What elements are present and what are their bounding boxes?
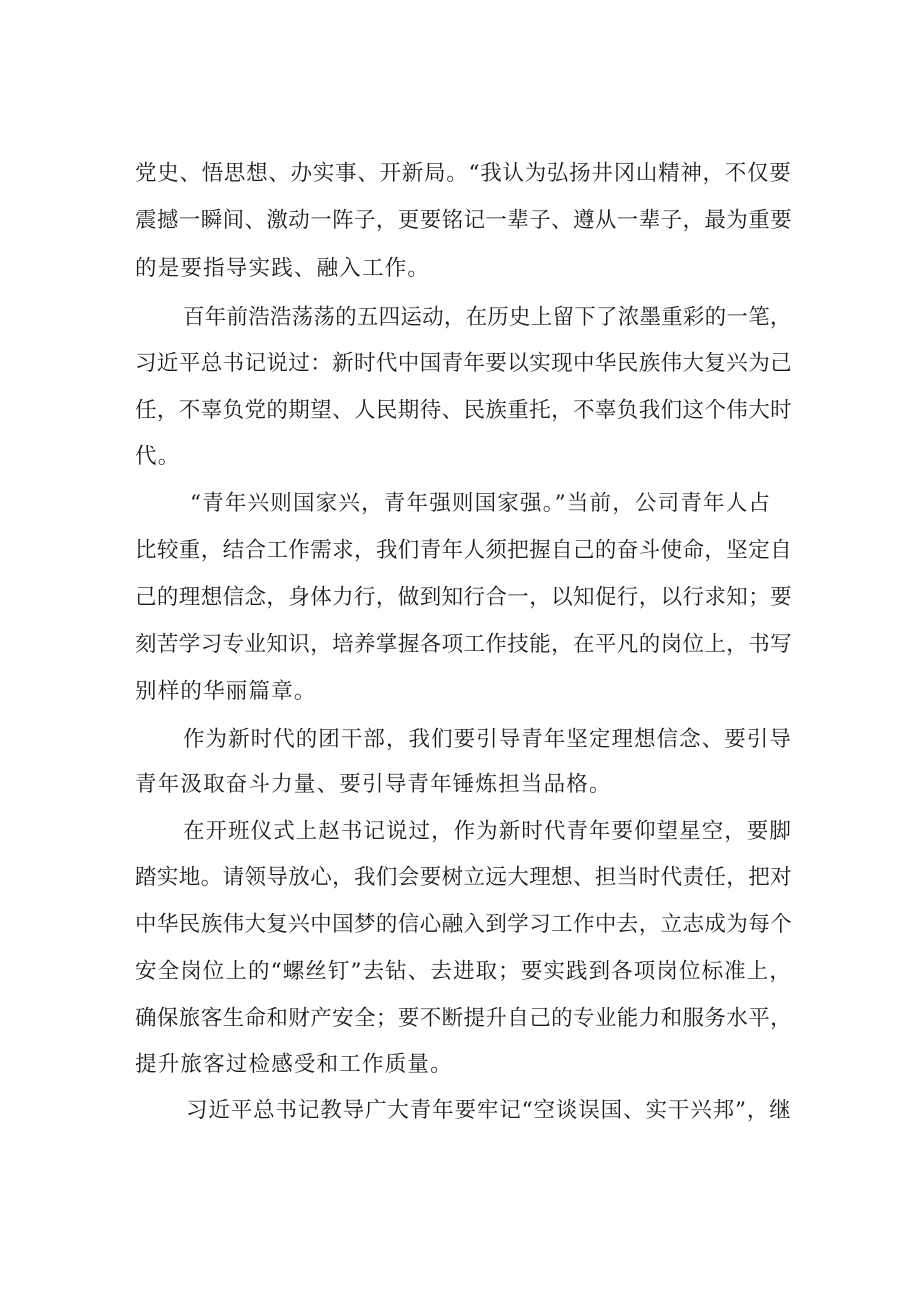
paragraph-5-line-5: 确保旅客生命和财产安全；要不断提升自己的专业能力和服务水平， bbox=[135, 1006, 793, 1031]
paragraph-2-line-1: 百年前浩浩荡荡的五四运动，在历史上留下了浓墨重彩的一笔， bbox=[183, 305, 792, 330]
paragraph-3-line-5: 别样的华丽篇章。 bbox=[135, 679, 317, 704]
paragraph-6-line-1: 习近平总书记教导广大青年要牢记“空谈误国、实干兴邦”，继 bbox=[186, 1098, 792, 1123]
paragraph-3-line-1: “青年兴则国家兴，青年强则国家强。”当前，公司青年人占 bbox=[190, 491, 772, 516]
paragraph-1-line-3: 的是要指导实践、融入工作。 bbox=[135, 256, 431, 281]
paragraph-4-line-2: 青年汲取奋斗力量、要引导青年锤炼担当品格。 bbox=[135, 772, 612, 797]
paragraph-5-line-2: 踏实地。请领导放心，我们会要树立远大理想、担当时代责任，把对 bbox=[135, 865, 793, 890]
paragraph-5-line-4: 安全岗位上的“螺丝钉”去钻、去进取；要实践到各项岗位标准上， bbox=[135, 959, 792, 984]
paragraph-5-line-1: 在开班仪式上赵书记说过，作为新时代青年要仰望星空，要脚 bbox=[183, 819, 792, 844]
paragraph-3-line-2: 比较重，结合工作需求，我们青年人须把握自己的奋斗使命，坚定自 bbox=[135, 538, 793, 563]
paragraph-2-line-3: 任，不辜负党的期望、人民期待、民族重托，不辜负我们这个伟大时 bbox=[135, 398, 793, 423]
paragraph-1-line-1: 党史、悟思想、办实事、开新局。“我认为弘扬井冈山精神，不仅要 bbox=[135, 161, 792, 186]
paragraph-5-line-3: 中华民族伟大复兴中国梦的信心融入到学习工作中去，立志成为每个 bbox=[135, 912, 793, 937]
paragraph-2-line-2: 习近平总书记说过：新时代中国青年要以实现中华民族伟大复兴为己 bbox=[135, 351, 793, 376]
paragraph-1-line-2: 震撼一瞬间、激动一阵子，更要铭记一辈子、遵从一辈子，最为重要 bbox=[135, 208, 793, 233]
paragraph-3-line-4: 刻苦学习专业知识，培养掌握各项工作技能，在平凡的岗位上，书写 bbox=[135, 632, 793, 657]
paragraph-5-line-6: 提升旅客过检感受和工作质量。 bbox=[135, 1052, 453, 1077]
paragraph-2-line-4: 代。 bbox=[135, 444, 181, 469]
paragraph-4-line-1: 作为新时代的团干部，我们要引导青年坚定理想信念、要引导 bbox=[183, 727, 792, 752]
paragraph-3-line-3: 己的理想信念，身体力行，做到知行合一，以知促行，以行求知；要 bbox=[135, 585, 793, 610]
